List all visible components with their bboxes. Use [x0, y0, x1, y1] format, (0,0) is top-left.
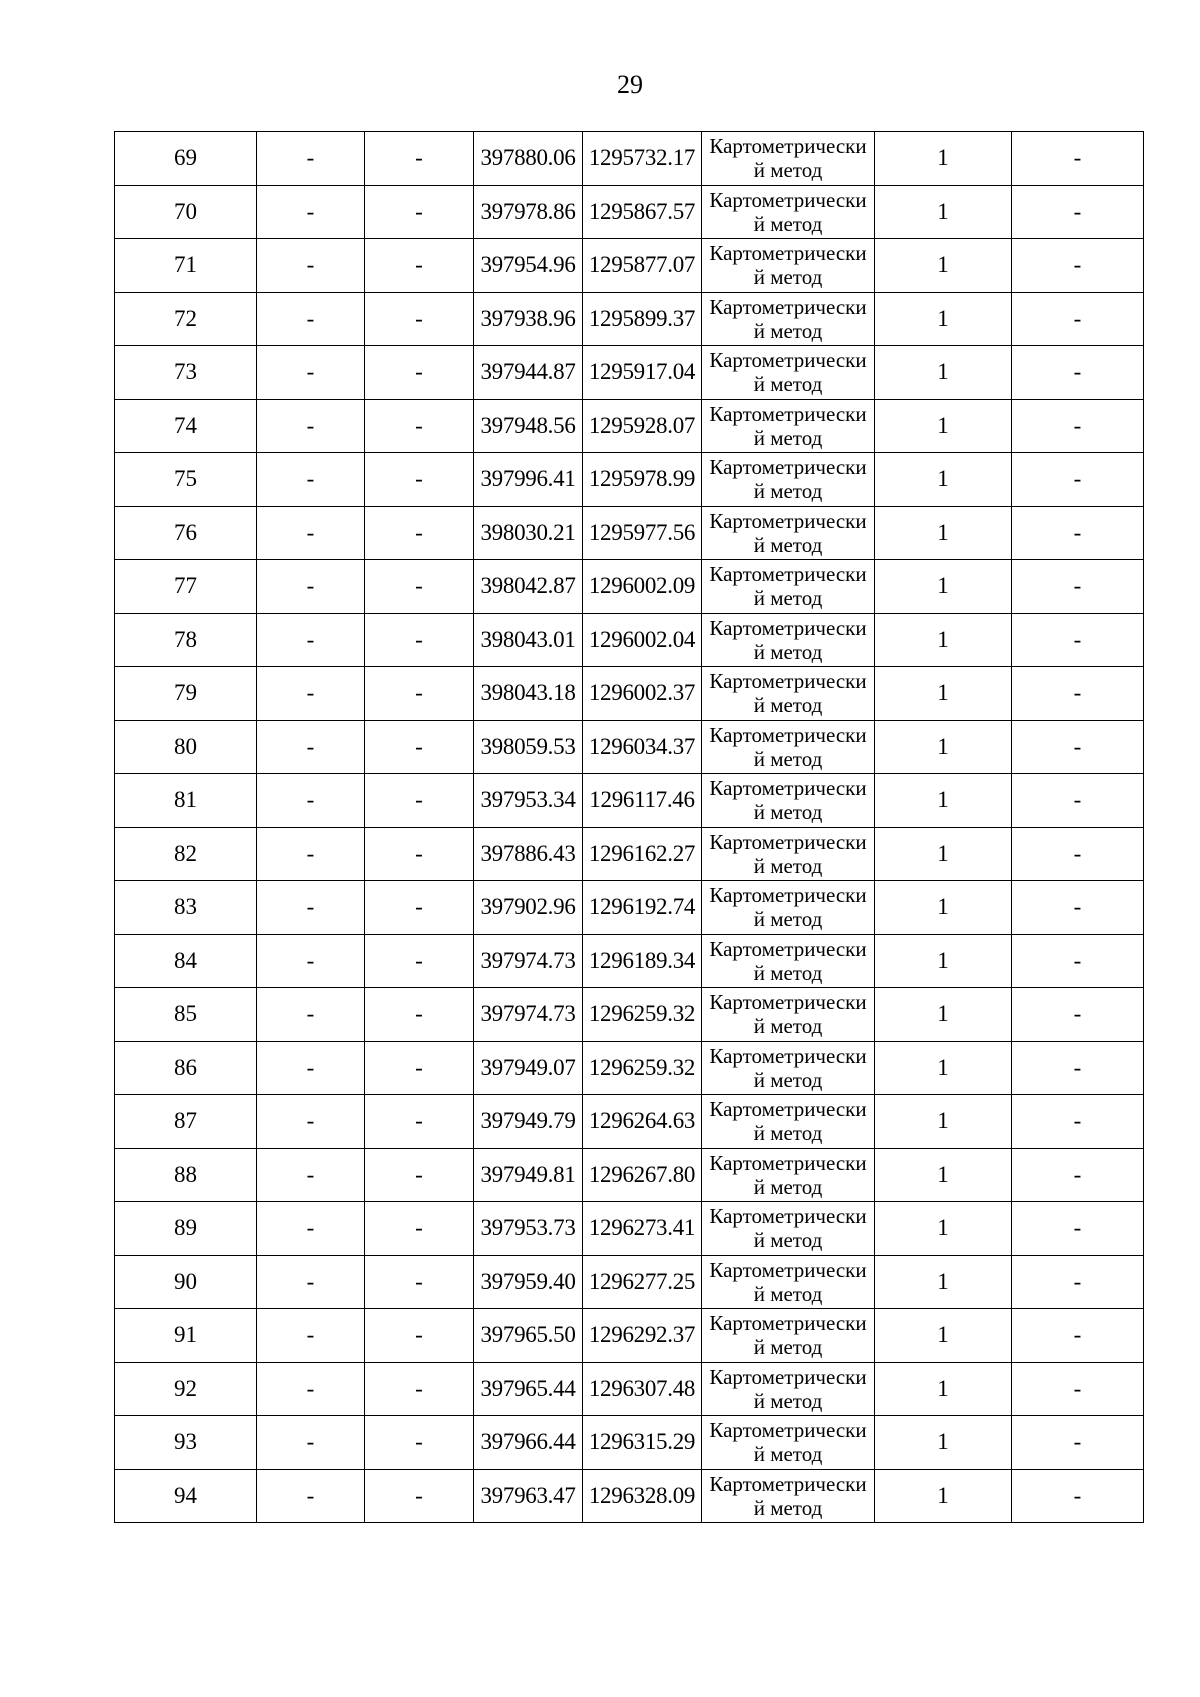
accuracy-cell: 1: [875, 453, 1012, 507]
x-coordinate-cell: 397965.50: [474, 1309, 583, 1363]
method-cell: [702, 1095, 875, 1149]
x-coordinate-cell: 397974.73: [474, 988, 583, 1042]
note-cell: -: [1012, 560, 1144, 614]
note-cell: -: [1012, 988, 1144, 1042]
accuracy-cell: 1: [875, 934, 1012, 988]
note-cell: -: [1012, 1255, 1144, 1309]
method-cell: [702, 292, 875, 346]
note-cell: -: [1012, 453, 1144, 507]
method-text: Картометрический метод: [709, 348, 867, 397]
table-row: [115, 1416, 1144, 1470]
table-row: [115, 453, 1144, 507]
accuracy-cell: 1: [875, 1095, 1012, 1149]
method-cell: [702, 399, 875, 453]
accuracy-cell: 1: [875, 667, 1012, 721]
point-number-cell: 84: [115, 934, 257, 988]
y-coordinate-cell: 1296328.09: [583, 1469, 702, 1523]
x-coordinate-cell: 397953.73: [474, 1202, 583, 1256]
table-row: [115, 292, 1144, 346]
point-number-cell: 83: [115, 881, 257, 935]
note-cell: -: [1012, 827, 1144, 881]
method-cell: [702, 1041, 875, 1095]
empty-y-cell: -: [365, 827, 474, 881]
x-coordinate-cell: 397959.40: [474, 1255, 583, 1309]
page-number: 29: [617, 70, 643, 99]
method-text: Картометрический метод: [709, 669, 867, 718]
accuracy-cell: 1: [875, 132, 1012, 186]
point-number-cell: 85: [115, 988, 257, 1042]
empty-x-cell: -: [257, 881, 365, 935]
empty-y-cell: -: [365, 1362, 474, 1416]
point-number-cell: 88: [115, 1148, 257, 1202]
method-text: Картометрический метод: [709, 1471, 867, 1520]
empty-y-cell: -: [365, 1255, 474, 1309]
method-cell: [702, 1255, 875, 1309]
note-cell: -: [1012, 185, 1144, 239]
x-coordinate-cell: 398059.53: [474, 720, 583, 774]
method-text: Картометрический метод: [709, 1257, 867, 1306]
empty-y-cell: -: [365, 346, 474, 400]
x-coordinate-cell: 397880.06: [474, 132, 583, 186]
note-cell: -: [1012, 667, 1144, 721]
empty-y-cell: -: [365, 1095, 474, 1149]
table-row: [115, 827, 1144, 881]
empty-y-cell: -: [365, 185, 474, 239]
method-cell: [702, 453, 875, 507]
note-cell: -: [1012, 1148, 1144, 1202]
accuracy-cell: 1: [875, 827, 1012, 881]
method-text: Картометрический метод: [709, 1150, 867, 1199]
accuracy-cell: 1: [875, 346, 1012, 400]
table-row: [115, 346, 1144, 400]
point-number-cell: 92: [115, 1362, 257, 1416]
note-cell: -: [1012, 1469, 1144, 1523]
method-cell: [702, 506, 875, 560]
empty-x-cell: -: [257, 1416, 365, 1470]
method-text: Картометрический метод: [709, 187, 867, 236]
point-number-cell: 74: [115, 399, 257, 453]
accuracy-cell: 1: [875, 1416, 1012, 1470]
y-coordinate-cell: 1296192.74: [583, 881, 702, 935]
empty-y-cell: -: [365, 1202, 474, 1256]
y-coordinate-cell: 1296273.41: [583, 1202, 702, 1256]
point-number-cell: 77: [115, 560, 257, 614]
x-coordinate-cell: 398030.21: [474, 506, 583, 560]
method-cell: [702, 1148, 875, 1202]
point-number-cell: 90: [115, 1255, 257, 1309]
point-number-cell: 87: [115, 1095, 257, 1149]
note-cell: -: [1012, 1202, 1144, 1256]
empty-y-cell: -: [365, 881, 474, 935]
method-cell: [702, 827, 875, 881]
method-cell: [702, 1309, 875, 1363]
empty-y-cell: -: [365, 934, 474, 988]
method-cell: [702, 239, 875, 293]
note-cell: -: [1012, 613, 1144, 667]
y-coordinate-cell: 1296307.48: [583, 1362, 702, 1416]
method-text: Картометрический метод: [709, 134, 867, 183]
empty-y-cell: -: [365, 774, 474, 828]
empty-x-cell: -: [257, 1362, 365, 1416]
table-row: [115, 1202, 1144, 1256]
empty-y-cell: -: [365, 1148, 474, 1202]
x-coordinate-cell: 397974.73: [474, 934, 583, 988]
table-row: [115, 560, 1144, 614]
empty-x-cell: -: [257, 185, 365, 239]
empty-y-cell: -: [365, 453, 474, 507]
empty-x-cell: -: [257, 774, 365, 828]
y-coordinate-cell: 1296189.34: [583, 934, 702, 988]
method-text: Картометрический метод: [709, 241, 867, 290]
method-cell: [702, 667, 875, 721]
point-number-cell: 72: [115, 292, 257, 346]
accuracy-cell: 1: [875, 560, 1012, 614]
empty-y-cell: -: [365, 1469, 474, 1523]
method-text: Картометрический метод: [709, 1311, 867, 1360]
y-coordinate-cell: 1295917.04: [583, 346, 702, 400]
point-number-cell: 69: [115, 132, 257, 186]
table-row: [115, 988, 1144, 1042]
method-text: Картометрический метод: [709, 1204, 867, 1253]
x-coordinate-cell: 397963.47: [474, 1469, 583, 1523]
empty-x-cell: -: [257, 1309, 365, 1363]
y-coordinate-cell: 1296117.46: [583, 774, 702, 828]
x-coordinate-cell: 397938.96: [474, 292, 583, 346]
method-cell: [702, 613, 875, 667]
method-cell: [702, 1202, 875, 1256]
note-cell: -: [1012, 1095, 1144, 1149]
note-cell: -: [1012, 774, 1144, 828]
y-coordinate-cell: 1295928.07: [583, 399, 702, 453]
method-text: Картометрический метод: [709, 990, 867, 1039]
y-coordinate-cell: 1296002.37: [583, 667, 702, 721]
note-cell: -: [1012, 399, 1144, 453]
accuracy-cell: 1: [875, 1309, 1012, 1363]
method-text: Картометрический метод: [709, 829, 867, 878]
note-cell: -: [1012, 1362, 1144, 1416]
empty-y-cell: -: [365, 399, 474, 453]
accuracy-cell: 1: [875, 881, 1012, 935]
note-cell: -: [1012, 239, 1144, 293]
x-coordinate-cell: 398043.18: [474, 667, 583, 721]
x-coordinate-cell: 397953.34: [474, 774, 583, 828]
method-cell: [702, 934, 875, 988]
point-number-cell: 70: [115, 185, 257, 239]
table-row: [115, 774, 1144, 828]
point-number-cell: 80: [115, 720, 257, 774]
point-number-cell: 79: [115, 667, 257, 721]
table-row: [115, 132, 1144, 186]
y-coordinate-cell: 1296259.32: [583, 988, 702, 1042]
x-coordinate-cell: 397902.96: [474, 881, 583, 935]
method-text: Картометрический метод: [709, 508, 867, 557]
note-cell: -: [1012, 1416, 1144, 1470]
table-row: [115, 881, 1144, 935]
table-row: [115, 399, 1144, 453]
empty-x-cell: -: [257, 506, 365, 560]
y-coordinate-cell: 1296277.25: [583, 1255, 702, 1309]
accuracy-cell: 1: [875, 399, 1012, 453]
point-number-cell: 81: [115, 774, 257, 828]
table-row: [115, 1148, 1144, 1202]
table-row: [115, 1095, 1144, 1149]
method-cell: [702, 560, 875, 614]
empty-x-cell: -: [257, 132, 365, 186]
y-coordinate-cell: 1296259.32: [583, 1041, 702, 1095]
accuracy-cell: 1: [875, 1148, 1012, 1202]
accuracy-cell: 1: [875, 1041, 1012, 1095]
method-text: Картометрический метод: [709, 883, 867, 932]
note-cell: -: [1012, 720, 1144, 774]
method-cell: [702, 988, 875, 1042]
method-text: Картометрический метод: [709, 1418, 867, 1467]
table-body: [115, 132, 1144, 1523]
x-coordinate-cell: 397996.41: [474, 453, 583, 507]
empty-y-cell: -: [365, 667, 474, 721]
y-coordinate-cell: 1295977.56: [583, 506, 702, 560]
note-cell: -: [1012, 346, 1144, 400]
empty-y-cell: -: [365, 1416, 474, 1470]
empty-y-cell: -: [365, 560, 474, 614]
point-number-cell: 82: [115, 827, 257, 881]
note-cell: -: [1012, 1309, 1144, 1363]
empty-x-cell: -: [257, 1255, 365, 1309]
point-number-cell: 75: [115, 453, 257, 507]
table-row: [115, 1469, 1144, 1523]
x-coordinate-cell: 398042.87: [474, 560, 583, 614]
method-cell: [702, 346, 875, 400]
accuracy-cell: 1: [875, 613, 1012, 667]
y-coordinate-cell: 1296162.27: [583, 827, 702, 881]
method-cell: [702, 774, 875, 828]
point-number-cell: 71: [115, 239, 257, 293]
accuracy-cell: 1: [875, 185, 1012, 239]
y-coordinate-cell: 1295877.07: [583, 239, 702, 293]
accuracy-cell: 1: [875, 292, 1012, 346]
x-coordinate-cell: 397948.56: [474, 399, 583, 453]
method-cell: [702, 132, 875, 186]
empty-x-cell: -: [257, 453, 365, 507]
method-cell: [702, 1362, 875, 1416]
y-coordinate-cell: 1295899.37: [583, 292, 702, 346]
y-coordinate-cell: 1295732.17: [583, 132, 702, 186]
empty-x-cell: -: [257, 1148, 365, 1202]
x-coordinate-cell: 397886.43: [474, 827, 583, 881]
table-row: [115, 1362, 1144, 1416]
method-text: Картометрический метод: [709, 1097, 867, 1146]
y-coordinate-cell: 1296315.29: [583, 1416, 702, 1470]
method-text: Картометрический метод: [709, 401, 867, 450]
x-coordinate-cell: 397965.44: [474, 1362, 583, 1416]
empty-x-cell: -: [257, 827, 365, 881]
y-coordinate-cell: 1295978.99: [583, 453, 702, 507]
method-text: Картометрический метод: [709, 722, 867, 771]
accuracy-cell: 1: [875, 988, 1012, 1042]
empty-x-cell: -: [257, 1095, 365, 1149]
method-text: Картометрический метод: [709, 1043, 867, 1092]
table-row: [115, 239, 1144, 293]
x-coordinate-cell: 397949.07: [474, 1041, 583, 1095]
note-cell: -: [1012, 506, 1144, 560]
x-coordinate-cell: 397966.44: [474, 1416, 583, 1470]
method-cell: [702, 1469, 875, 1523]
point-number-cell: 73: [115, 346, 257, 400]
note-cell: -: [1012, 934, 1144, 988]
empty-x-cell: -: [257, 1041, 365, 1095]
method-text: Картометрический метод: [709, 294, 867, 343]
empty-y-cell: -: [365, 292, 474, 346]
table-row: [115, 1309, 1144, 1363]
empty-y-cell: -: [365, 988, 474, 1042]
empty-y-cell: -: [365, 1309, 474, 1363]
point-number-cell: 89: [115, 1202, 257, 1256]
x-coordinate-cell: 397949.79: [474, 1095, 583, 1149]
accuracy-cell: 1: [875, 239, 1012, 293]
y-coordinate-cell: 1296002.04: [583, 613, 702, 667]
x-coordinate-cell: 397949.81: [474, 1148, 583, 1202]
table-row: [115, 720, 1144, 774]
table-row: [115, 613, 1144, 667]
x-coordinate-cell: 398043.01: [474, 613, 583, 667]
note-cell: -: [1012, 1041, 1144, 1095]
table-row: [115, 185, 1144, 239]
method-cell: [702, 1416, 875, 1470]
x-coordinate-cell: 397978.86: [474, 185, 583, 239]
y-coordinate-cell: 1296267.80: [583, 1148, 702, 1202]
x-coordinate-cell: 397944.87: [474, 346, 583, 400]
method-text: Картометрический метод: [709, 1364, 867, 1413]
empty-x-cell: -: [257, 1469, 365, 1523]
point-number-cell: 94: [115, 1469, 257, 1523]
empty-y-cell: -: [365, 132, 474, 186]
empty-x-cell: -: [257, 292, 365, 346]
y-coordinate-cell: 1296292.37: [583, 1309, 702, 1363]
empty-x-cell: -: [257, 934, 365, 988]
empty-x-cell: -: [257, 988, 365, 1042]
accuracy-cell: 1: [875, 1255, 1012, 1309]
x-coordinate-cell: 397954.96: [474, 239, 583, 293]
point-number-cell: 86: [115, 1041, 257, 1095]
empty-x-cell: -: [257, 1202, 365, 1256]
accuracy-cell: 1: [875, 1202, 1012, 1256]
point-number-cell: 78: [115, 613, 257, 667]
method-text: Картометрический метод: [709, 615, 867, 664]
accuracy-cell: 1: [875, 720, 1012, 774]
y-coordinate-cell: 1296264.63: [583, 1095, 702, 1149]
note-cell: -: [1012, 292, 1144, 346]
empty-x-cell: -: [257, 613, 365, 667]
method-text: Картометрический метод: [709, 936, 867, 985]
method-text: Картометрический метод: [709, 562, 867, 611]
method-cell: [702, 185, 875, 239]
empty-x-cell: -: [257, 346, 365, 400]
empty-y-cell: -: [365, 720, 474, 774]
method-cell: [702, 720, 875, 774]
table-row: [115, 1255, 1144, 1309]
point-number-cell: 91: [115, 1309, 257, 1363]
accuracy-cell: 1: [875, 506, 1012, 560]
empty-y-cell: -: [365, 1041, 474, 1095]
accuracy-cell: 1: [875, 1469, 1012, 1523]
method-text: Картометрический метод: [709, 776, 867, 825]
accuracy-cell: 1: [875, 774, 1012, 828]
empty-x-cell: -: [257, 239, 365, 293]
empty-y-cell: -: [365, 506, 474, 560]
empty-y-cell: -: [365, 613, 474, 667]
table-row: [115, 1041, 1144, 1095]
empty-x-cell: -: [257, 560, 365, 614]
note-cell: -: [1012, 881, 1144, 935]
empty-x-cell: -: [257, 399, 365, 453]
coordinates-table: [114, 131, 1144, 1523]
table-row: [115, 506, 1144, 560]
table-row: [115, 934, 1144, 988]
table-row: [115, 667, 1144, 721]
y-coordinate-cell: 1295867.57: [583, 185, 702, 239]
note-cell: -: [1012, 132, 1144, 186]
point-number-cell: 93: [115, 1416, 257, 1470]
y-coordinate-cell: 1296002.09: [583, 560, 702, 614]
point-number-cell: 76: [115, 506, 257, 560]
y-coordinate-cell: 1296034.37: [583, 720, 702, 774]
empty-x-cell: -: [257, 720, 365, 774]
empty-x-cell: -: [257, 667, 365, 721]
accuracy-cell: 1: [875, 1362, 1012, 1416]
method-cell: [702, 881, 875, 935]
empty-y-cell: -: [365, 239, 474, 293]
method-text: Картометрический метод: [709, 455, 867, 504]
